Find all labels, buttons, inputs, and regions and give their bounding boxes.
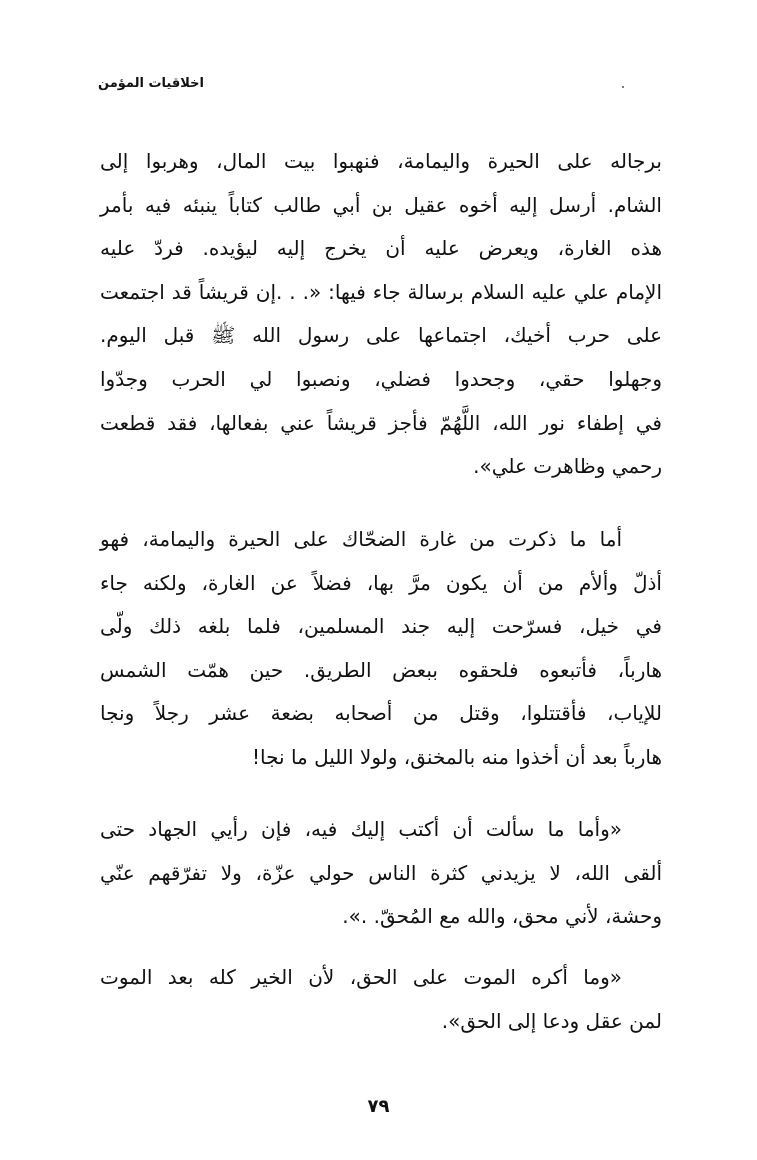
text-line: أذلّ وألأم من أن يكون مرَّ بها، فضلاً عن الغارة، ولكنه جاء (100, 570, 662, 595)
text-line: برجاله على الحيرة واليمامة، فنهبوا بيت المال، وهربوا إلى (100, 149, 662, 173)
text-line: على حرب أخيك، اجتماعها على رسول الله ﷺ قبل اليوم. (100, 323, 662, 348)
text-line: في إطفاء نور الله، اللَّهُمّ فأجز قريشاً عني بفعالها، فقد قطعت (100, 410, 662, 435)
text-line: «وما أكره الموت على الحق، لأن الخير كله بعد الموت (100, 965, 622, 989)
paragraph-4 (100, 956, 662, 1043)
text-line: للإياب، فأقتتلوا، وقتل من أصحابه بضعة عشر رجلاً ونجا (100, 701, 662, 726)
text-line: وحشة، لأني محق، والله مع المُحقّ. .». (342, 904, 662, 929)
text-line: الإمام علي عليه السلام برسالة جاء فيها: «. . .إن قريشاً قد اجتمعت (100, 279, 662, 304)
paragraph-3 (100, 808, 662, 939)
text-line: هارباً بعد أن أخذوا منه بالمخنق، ولولا الليل ما نجا! (252, 744, 662, 769)
text-line: لمن عقل ودعا إلى الحق». (441, 1008, 662, 1033)
text-line: الشام. أرسل إليه أخوه عقيل بن أبي طالب كتاباً ينبئه فيه بأمر (100, 192, 662, 217)
paragraph-1 (100, 140, 662, 489)
text-line: رحمي وظاهرت علي». (473, 454, 662, 479)
text-line: وجهلوا حقي، وجحدوا فضلي، ونصبوا لي الحرب وجدّوا (100, 366, 662, 391)
text-line: هارباً، فأتبعوه فلحقوه ببعض الطريق. حين همّت الشمس (100, 657, 662, 682)
paragraph-2 (100, 518, 662, 780)
page-number: ٧٩ (367, 1096, 390, 1117)
text-line: أما ما ذكرت من غارة الضحّاك على الحيرة واليمامة، فهو (100, 527, 622, 551)
text-line: هذه الغارة، ويعرض عليه أن يخرج إليه ليؤيده. فردّ عليه (100, 236, 662, 261)
header-dot (622, 86, 624, 88)
text-line: ألقى الله، لا يزيدني كثرة الناس حولي عزّة، ولا تفرّقهم عنّي (100, 860, 662, 885)
running-header: اخلاقيات المؤمن (98, 76, 204, 91)
text-line: «وأما ما سألت أن أكتب إليك فيه، فإن رأيي الجهاد حتى (100, 817, 622, 841)
text-line: في خيل، فسرّحت إليه جند المسلمين، فلما بلغه ذلك ولّى (100, 614, 662, 639)
